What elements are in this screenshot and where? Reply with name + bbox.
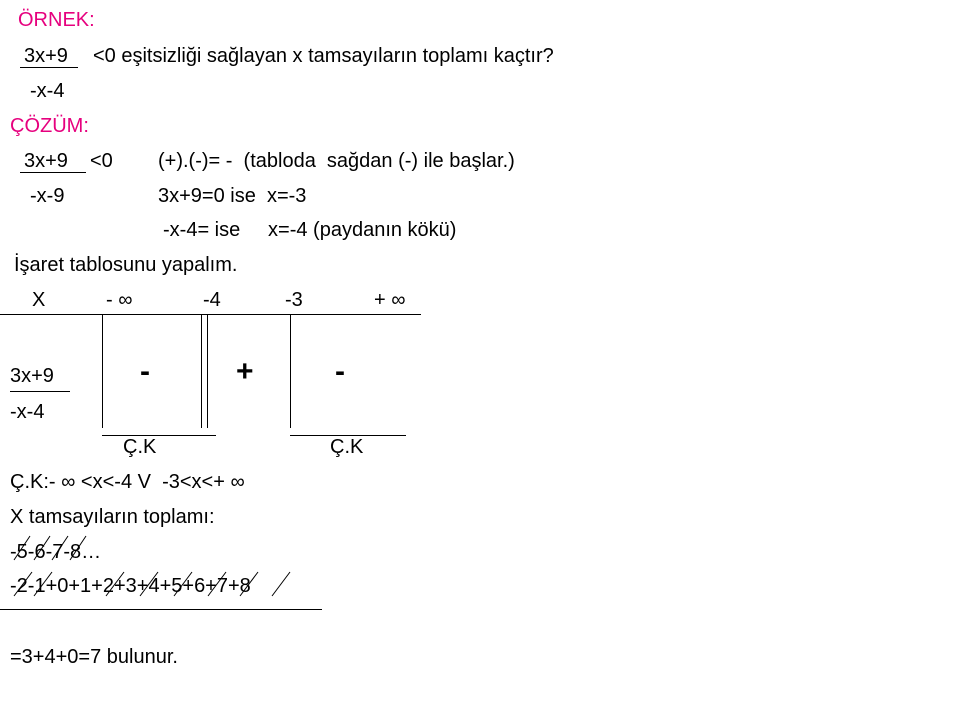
sign-rule-text: (+).(-)= - (tabloda sağdan (-) ile başlar.) bbox=[158, 150, 515, 172]
cancel-slash bbox=[272, 572, 290, 596]
sign-interval-2: + bbox=[236, 355, 254, 388]
table-header-minus4: -4 bbox=[203, 289, 221, 311]
cancel-slash bbox=[70, 536, 86, 560]
cancel-slash bbox=[106, 572, 124, 596]
integer-sequence-1: -5-6-7-8… bbox=[10, 541, 102, 563]
table-row-numerator: 3x+9 bbox=[10, 365, 54, 387]
question-denominator: -x-4 bbox=[30, 80, 65, 102]
root-numerator-text: 3x+9=0 ise x=-3 bbox=[158, 185, 307, 207]
example-heading: ÖRNEK: bbox=[18, 9, 95, 31]
cancel-slash bbox=[52, 536, 68, 560]
solution-set-text: Ç.K:- ∞ <x<-4 V -3<x<+ ∞ bbox=[10, 471, 245, 493]
question-text: <0 eşitsizliği sağlayan x tamsayıların toplamı kaçtır? bbox=[93, 45, 554, 67]
cancel-slash bbox=[14, 572, 32, 596]
solution-fraction-numerator: 3x+9 bbox=[24, 150, 68, 172]
root-denominator-text: -x-4= ise x=-4 (paydanın kökü) bbox=[163, 219, 457, 241]
table-header-neg-inf: - ∞ bbox=[106, 289, 133, 311]
sign-interval-3: - bbox=[335, 355, 345, 388]
table-header-pos-inf: + ∞ bbox=[374, 289, 406, 311]
final-result-text: =3+4+0=7 bulunur. bbox=[10, 646, 178, 668]
cancel-slash bbox=[208, 572, 226, 596]
table-row-denominator: -x-4 bbox=[10, 401, 45, 423]
sign-interval-1: - bbox=[140, 355, 150, 388]
integer-sequence-2: -2-1+0+1+2+3+4+5+6+7+8 bbox=[10, 575, 251, 597]
cancel-slash bbox=[14, 536, 30, 560]
solution-fraction-relation: <0 bbox=[90, 150, 113, 172]
solution-heading: ÇÖZÜM: bbox=[10, 115, 89, 137]
integer-sum-title: X tamsayıların toplamı: bbox=[10, 506, 215, 528]
cancel-slash bbox=[174, 572, 192, 596]
cancel-slash bbox=[34, 572, 52, 596]
table-header-x: X bbox=[32, 289, 46, 311]
question-numerator: 3x+9 bbox=[24, 45, 68, 67]
table-header-minus3: -3 bbox=[285, 289, 303, 311]
solution-fraction-denominator: -x-9 bbox=[30, 185, 65, 207]
cancel-slash bbox=[240, 572, 258, 596]
cancel-slash bbox=[140, 572, 158, 596]
cancel-slash bbox=[34, 536, 50, 560]
ck-left-label: Ç.K bbox=[123, 436, 157, 458]
ck-right-label: Ç.K bbox=[330, 436, 364, 458]
table-intro-text: İşaret tablosunu yapalım. bbox=[14, 254, 238, 276]
